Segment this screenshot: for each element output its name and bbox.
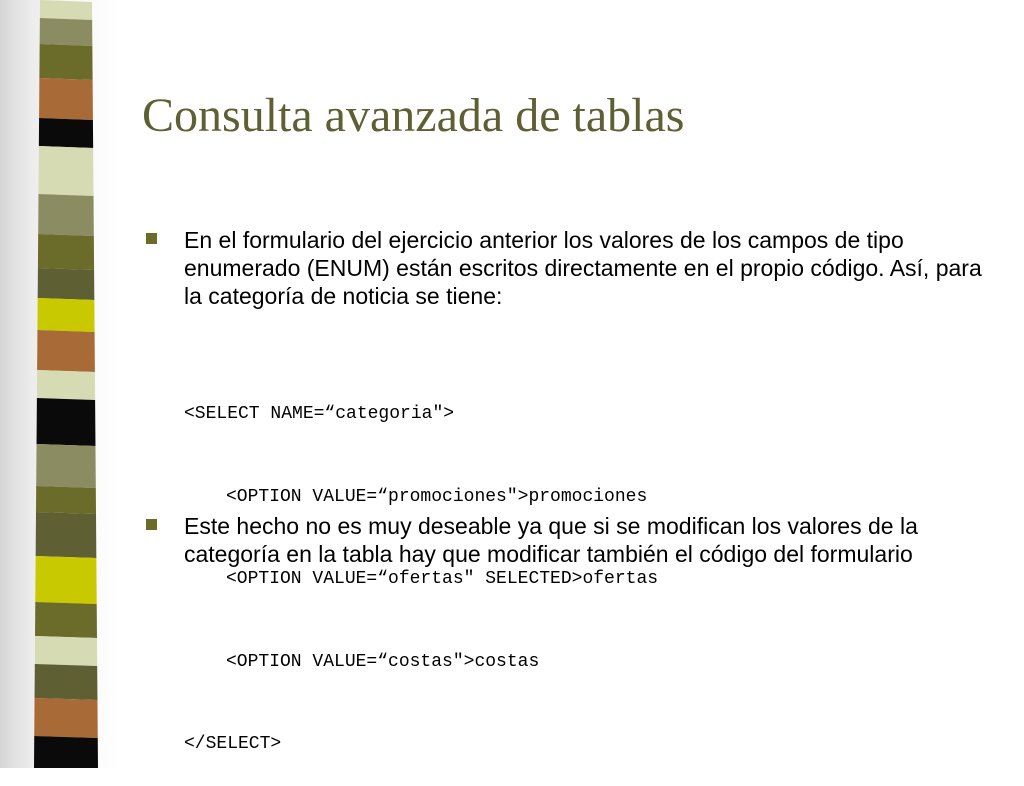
bullet-item-2 — [146, 512, 996, 568]
stripe-segment — [37, 398, 96, 446]
code-line-option-ofertas: <OPTION VALUE=“ofertas" SELECTED>ofertas — [226, 569, 659, 589]
square-bullet-icon — [146, 519, 157, 530]
stripe-segment — [39, 44, 92, 80]
stripe-segment — [39, 118, 93, 148]
code-line-option-promociones: <OPTION VALUE=“promociones">promociones — [226, 486, 648, 507]
stripe-segment — [38, 194, 94, 236]
stripe-segment — [35, 636, 97, 666]
bullet-text-1: En el formulario del ejercicio anterior los valores de los campos de tipo enumerado (ENUM) están escritos directamente en el propio código. Así, para la categoría de noticia se tiene: — [184, 227, 982, 309]
bullet-item-1 — [146, 226, 996, 310]
code-line-option-costas: <OPTION VALUE=“costas">costas — [226, 651, 540, 672]
stripe-segment — [40, 18, 93, 46]
stripe-segment — [35, 664, 98, 700]
stripe-segment — [35, 556, 96, 604]
stripe-segment — [40, 0, 92, 20]
decorative-stripe-panel — [0, 0, 130, 768]
stripe-segment — [37, 330, 95, 372]
slide-title: Consulta avanzada de tablas — [142, 89, 685, 142]
bullet-text-2: Este hecho no es muy deseable ya que si se modifican los valores de la categoría en la tabla hay que modificar también el código del formulario — [184, 513, 918, 567]
stripe-segment — [38, 268, 95, 300]
code-line-select-close: </SELECT> — [184, 734, 282, 754]
stripe-segment — [37, 370, 95, 400]
stripe-segment — [36, 486, 96, 514]
stripe-segment — [34, 736, 98, 768]
square-bullet-icon — [146, 233, 157, 244]
stripe-segment — [36, 444, 96, 488]
stripe-segment — [34, 698, 98, 738]
stripe-segment — [39, 78, 93, 120]
decorative-stripe-bar — [0, 0, 130, 768]
code-line-select-open: <SELECT NAME=“categoria"> — [184, 404, 455, 424]
stripe-segment — [37, 298, 94, 332]
stripe-segment — [36, 512, 97, 558]
stripe-segment — [35, 602, 97, 638]
stripe-segment — [38, 234, 94, 270]
stripe-segment — [38, 146, 93, 196]
